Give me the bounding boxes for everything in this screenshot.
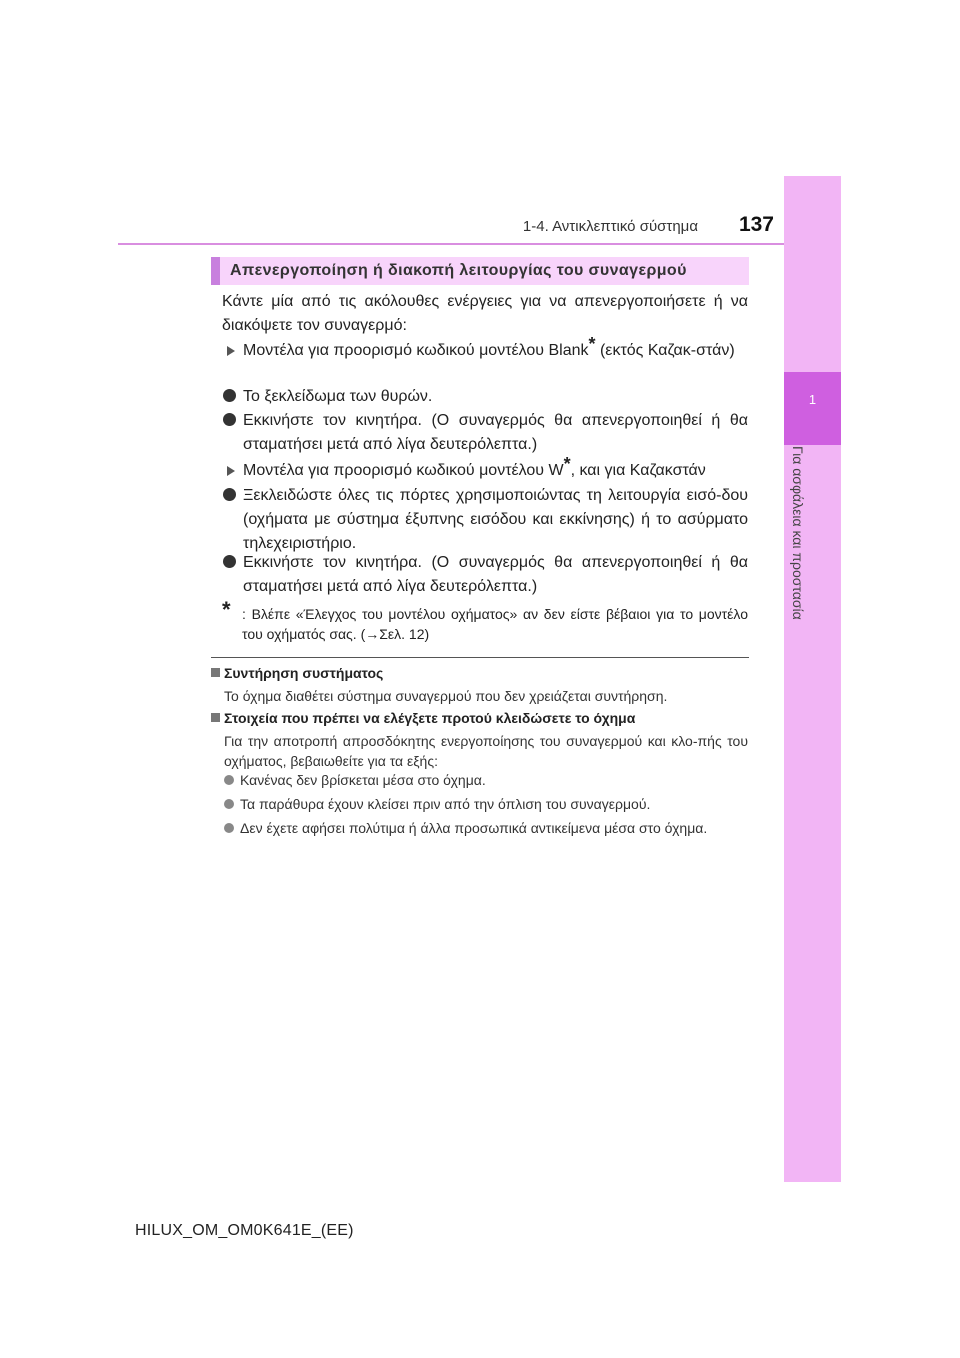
bullet-icon [223, 413, 236, 426]
bullet-icon [223, 488, 236, 501]
note-text: Για την αποτροπή απροσδόκητης ενεργοποίησης του συναγερμού και κλο-πής του οχήματος, βεβαιωθείτε για τα εξής: [224, 733, 748, 769]
bullet-icon [224, 799, 234, 809]
list-item: Δεν έχετε αφήσει πολύτιμα ή άλλα προσωπικά αντικείμενα μέσα στο όχημα. [240, 818, 748, 838]
model-label: Μοντέλα για προορισμό κωδικού μοντέλου Blank [243, 342, 589, 359]
bullet-icon [224, 775, 234, 785]
footnote-star: * [222, 597, 231, 622]
model-heading-w [243, 454, 748, 483]
side-tab-title: Για ασφάλεια και προστασία [790, 446, 806, 620]
notes-divider [211, 657, 749, 658]
list-item: Ξεκλειδώστε όλες τις πόρτες χρησιμοποιώντας τη λειτουργία εισό-δου (οχήματα με σύστημα έξυπνης εισόδου και εκκίνησης) ή το ασύρματο τηλεχειριστήριο. [243, 484, 748, 556]
header-divider [118, 243, 840, 245]
footnote [222, 597, 748, 644]
bullet-icon [223, 389, 236, 402]
page-number: 137 [738, 213, 774, 236]
chapter-title: 1-4. Αντικλεπτικό σύστημα [522, 218, 698, 235]
footnote-text: : Βλέπε «Έλεγχος του μοντέλου οχήματος» αν δεν είστε βέβαιοι για το μοντέλο του οχήματός σας. (→Σελ. 12) [242, 606, 748, 642]
model-suffix: , και για Καζακστάν [570, 462, 706, 479]
note-title: Στοιχεία που πρέπει να ελέγξετε προτού κλειδώσετε το όχημα [211, 710, 749, 726]
note-title: Συντήρηση συστήματος [211, 665, 749, 681]
list-item: Το ξεκλείδωμα των θυρών. [243, 385, 748, 409]
side-tab-number: 1 [808, 392, 817, 407]
triangle-marker-icon [227, 346, 235, 356]
note-text: Το όχημα διαθέτει σύστημα συναγερμού που δεν χρειάζεται συντήρηση. [224, 688, 668, 704]
model-suffix: (εκτός Καζακ-στάν) [595, 342, 735, 359]
section-intro: Κάντε μία από τις ακόλουθες ενέργειες για να απενεργοποιήσετε ή να διακόψετε τον συναγερμό: [222, 293, 748, 334]
footnote-star: * [563, 454, 571, 474]
footnote-star: * [588, 334, 596, 354]
side-tab-band [784, 176, 841, 1182]
side-tab-active [784, 372, 841, 445]
bullet-icon [224, 823, 234, 833]
square-bullet-icon [211, 668, 220, 677]
model-label: Μοντέλα για προορισμό κωδικού μοντέλου W [243, 462, 564, 479]
model-heading-blank [243, 334, 748, 363]
triangle-marker-icon [227, 466, 235, 476]
list-item: Εκκινήστε τον κινητήρα. (Ο συναγερμός θα απενεργοποιηθεί ή θα σταματήσει μετά από λίγα δευτερόλεπτα.) [243, 551, 748, 599]
list-item: Εκκινήστε τον κινητήρα. (Ο συναγερμός θα απενεργοποιηθεί ή θα σταματήσει μετά από λίγα δευτερόλεπτα.) [243, 409, 748, 457]
section-title: Απενεργοποίηση ή διακοπή λειτουργίας του συναγερμού [211, 257, 749, 285]
document-code: HILUX_OM_OM0K641E_(EE) [135, 1222, 354, 1239]
list-item: Τα παράθυρα έχουν κλείσει πριν από την όπλιση του συναγερμού. [240, 794, 748, 814]
bullet-icon [223, 555, 236, 568]
square-bullet-icon [211, 713, 220, 722]
list-item: Κανένας δεν βρίσκεται μέσα στο όχημα. [240, 770, 748, 790]
